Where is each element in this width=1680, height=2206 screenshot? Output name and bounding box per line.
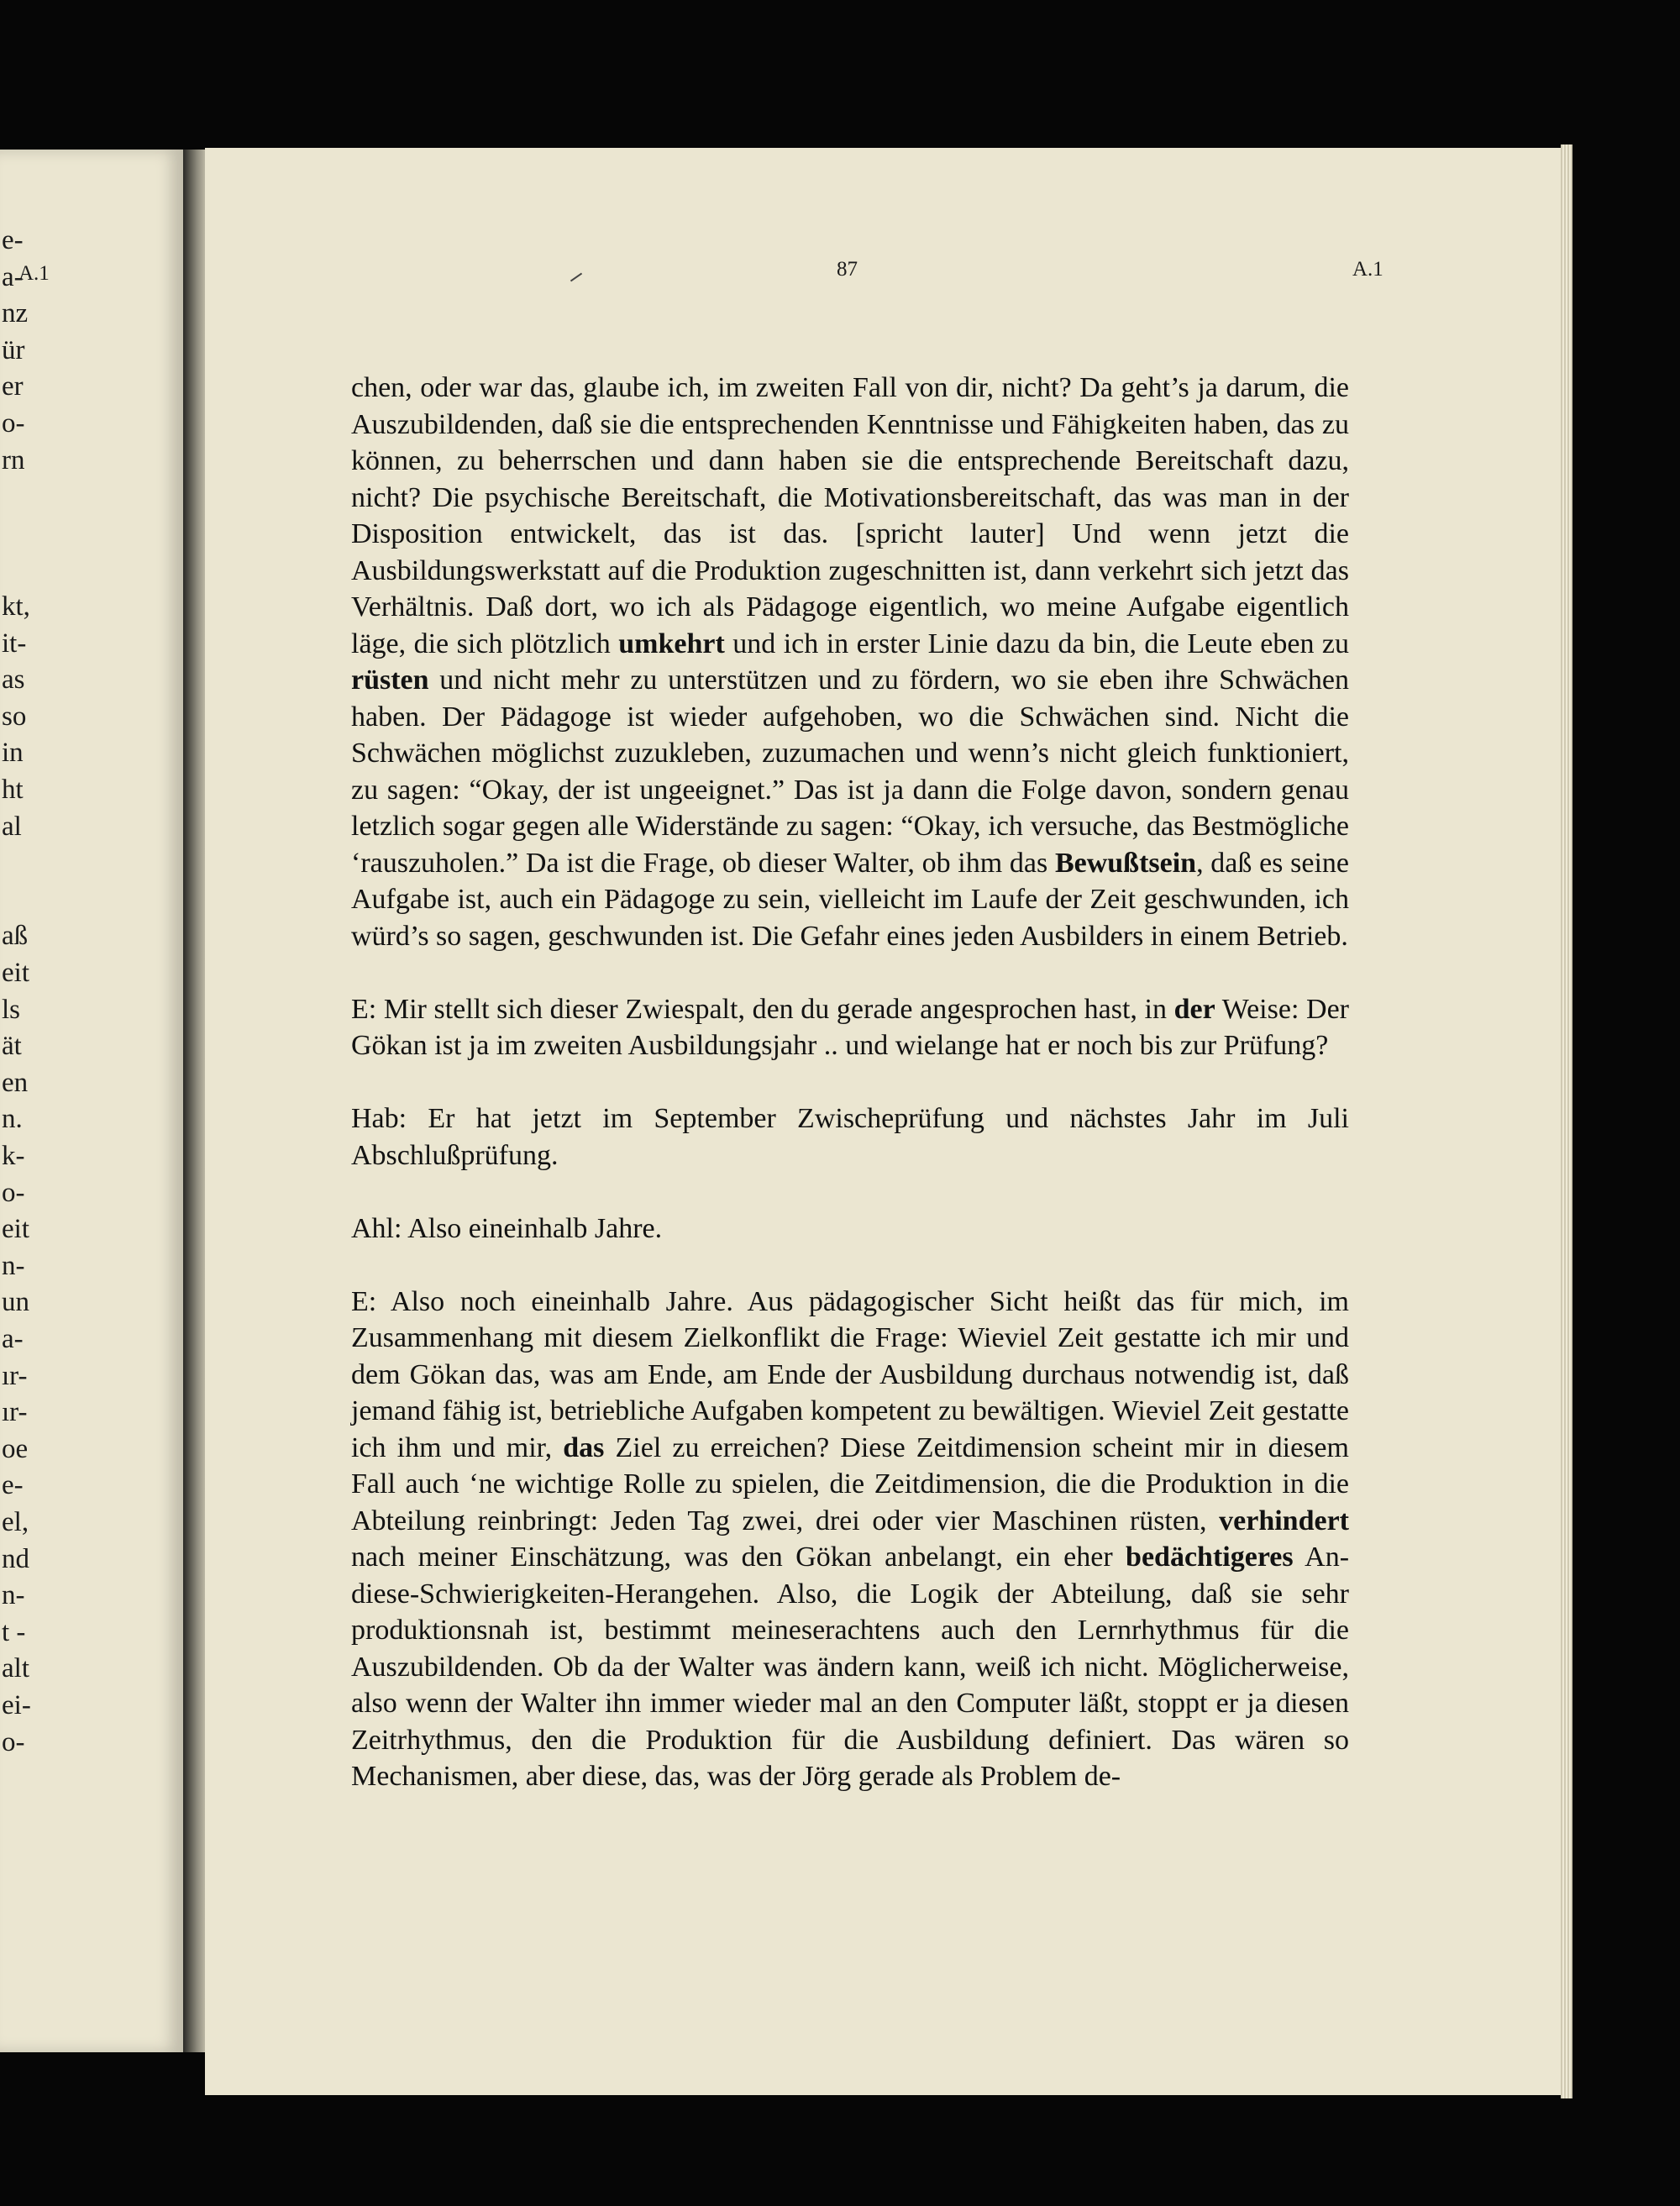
text-run: E: Also noch eineinhalb Jahre. Aus pädagogischer Sicht heißt das für mich, im Zusammenhang mit diesem Zielkonflikt die Frage: Wieviel Zeit gestatte ich mir und dem Gökan das, was am Ende, am Ende der Ausbildung durchaus notwendig ist, daß jemand fähig ist, betriebliche Aufgaben kompetent zu bewältigen. Wieviel Zeit gestatte ich ihm und mir, bbox=[351, 1285, 1349, 1463]
left-line-fragment: a- bbox=[2, 1324, 24, 1354]
emphasis-text: der bbox=[1173, 993, 1215, 1025]
left-line-fragment: o- bbox=[2, 1726, 25, 1757]
text-run: Hab: Er hat jetzt im September Zwischeprüfung und nächstes Jahr im Juli Abschlußprüfung. bbox=[351, 1103, 1349, 1171]
body-text bbox=[351, 370, 1349, 1795]
left-line-fragment: nd bbox=[2, 1543, 29, 1574]
paragraph bbox=[351, 1284, 1349, 1795]
left-line-fragment: eit bbox=[2, 958, 29, 988]
left-line-fragment: k- bbox=[2, 1141, 25, 1171]
left-line-fragment: alt bbox=[2, 1653, 29, 1684]
text-run: und nicht mehr zu unterstützen und zu fördern, wo sie eben ihre Schwächen haben. Der Pädagoge ist wieder aufgehoben, wo die Schwächen sind. Nicht die Schwächen möglichst zuzukleben, zuzumachen und wenn’s nicht gleich funktioniert, zu sagen: “Okay, der ist ungeeignet.” Das ist ja dann die Folge davon, sondern genau letzlich sogar gegen alle Widerstände zu sagen: “Okay, ich versuche, das Bestmögliche ‘rauszuholen.” Da ist die Frage, ob dieser Walter, ob ihm das bbox=[351, 664, 1349, 879]
left-line-fragment: as bbox=[2, 664, 25, 696]
paragraph bbox=[351, 991, 1349, 1064]
text-run: und ich in erster Linie dazu da bin, die Leute eben zu bbox=[724, 628, 1349, 659]
text-run: chen, oder war das, glaube ich, im zweiten Fall von dir, nicht? Da geht’s ja darum, die Auszubildenden, daß sie die entsprechenden Kenntnisse und Fähigkeiten haben, das zu können, zu beherrschen und dann haben sie die entsprechende Bereitschaft dazu, nicht? Die psychische Bereitschaft, die Motivationsbereitschaft, das was man in der Disposition entwickelt, das ist das. [spricht lauter] Und wenn jetzt die Ausbildungswerkstatt auf die Produktion zugeschnitten ist, dann verkehrt sich jetzt das Verhältnis. Daß dort, wo ich als Pädagoge eigentlich, wo meine Aufgabe eigentlich läge, die sich plötzlich bbox=[351, 372, 1349, 659]
left-line-fragment: n- bbox=[2, 1250, 25, 1281]
emphasis-text: rüsten bbox=[351, 664, 429, 696]
left-line-fragment: o- bbox=[2, 408, 25, 439]
left-line-fragment: n- bbox=[2, 1580, 25, 1611]
left-line-fragment: ht bbox=[2, 775, 24, 805]
text-run: Ahl: Also eineinhalb Jahre. bbox=[351, 1212, 663, 1244]
right-page bbox=[205, 148, 1561, 2095]
text-run: nach meiner Einschätzung, was den Gökan anbelangt, ein eher bbox=[351, 1542, 1126, 1573]
left-page bbox=[0, 150, 183, 2052]
left-line-fragment: o- bbox=[2, 1177, 25, 1208]
page-stack-edge bbox=[1561, 144, 1572, 2098]
left-line-fragment: it- bbox=[2, 628, 27, 659]
left-line-fragment: t - bbox=[2, 1616, 26, 1647]
text-run: E: Mir stellt sich dieser Zwiespalt, den du gerade angesprochen hast, in bbox=[351, 993, 1174, 1025]
left-line-fragment: so bbox=[2, 701, 27, 732]
left-line-fragment: a- bbox=[2, 261, 24, 292]
text-run: Weise: Der Gökan ist ja im zweiten Ausbildungsjahr .. und wielange hat er noch bis zur Prüfung? bbox=[351, 993, 1349, 1061]
left-line-fragment: en bbox=[2, 1067, 29, 1098]
left-line-fragment: rn bbox=[2, 444, 25, 475]
left-line-fragment: nz bbox=[2, 298, 29, 329]
left-line-fragment: e- bbox=[2, 225, 24, 255]
paragraph bbox=[351, 1211, 1349, 1247]
left-line-fragment: ür bbox=[2, 334, 25, 365]
left-line-fragment: ät bbox=[2, 1031, 22, 1062]
left-line-fragment: ls bbox=[2, 994, 21, 1025]
pencil-mark bbox=[570, 273, 582, 282]
text-run: Ziel zu erreichen? Diese Zeitdimension scheint mir in diesem Fall auch ‘ne wichtige Rolle zu spielen, die Zeitdimension, die die Produktion in die Abteilung reinbringt: Jeden Tag zwei, drei oder vier Maschinen rüsten, bbox=[351, 1431, 1349, 1536]
left-line-fragment: e- bbox=[2, 1470, 24, 1501]
left-line-fragment: oe bbox=[2, 1433, 29, 1464]
left-line-fragment: ır- bbox=[2, 1360, 28, 1391]
right-page-header: A.1 bbox=[1352, 258, 1383, 281]
left-line-fragment: al bbox=[2, 811, 22, 842]
left-line-fragment: ır- bbox=[2, 1397, 28, 1428]
left-line-fragment: n. bbox=[2, 1104, 23, 1135]
text-run: An-diese-Schwierigkeiten-Herangehen. Also, die Logik der Abteilung, daß sie sehr produktionsnah ist, bestimmt meineserachtens auch den Lernrhythmus für die Auszubildenden. Ob da der Walter was ändern kann, weiß ich nicht. Möglicherweise, also wenn der Walter ihn immer wieder mal an den Computer läßt, stoppt er ja diesen Zeitrhythmus, den die Produktion für die Ausbildung definiert. Das wären so Mechanismen, aber diese, das, was der Jörg gerade als Problem de- bbox=[351, 1542, 1350, 1792]
emphasis-text: Bewußtsein bbox=[1054, 847, 1197, 879]
left-line-fragment: el, bbox=[2, 1507, 29, 1537]
left-line-fragment: un bbox=[2, 1287, 29, 1318]
emphasis-text: umkehrt bbox=[618, 628, 725, 659]
emphasis-text: das bbox=[563, 1431, 605, 1463]
left-page-header: A.1 bbox=[18, 262, 50, 285]
left-line-fragment: kt, bbox=[2, 591, 30, 622]
paragraph bbox=[351, 1100, 1349, 1174]
page-number: 87 bbox=[837, 258, 858, 281]
left-line-fragment: eit bbox=[2, 1214, 29, 1245]
paragraph bbox=[351, 370, 1349, 954]
emphasis-text: bedächtigeres bbox=[1126, 1542, 1294, 1573]
emphasis-text: verhindert bbox=[1219, 1505, 1349, 1536]
left-line-fragment: aß bbox=[2, 921, 29, 952]
text-run: , daß es seine Aufgabe ist, auch ein Pädagoge zu sein, vielleicht im Laufe der Zeit geschwunden, ich würd’s so sagen, geschwunden ist. Die Gefahr eines jeden Ausbilders in einem Betrieb. bbox=[351, 847, 1349, 952]
left-line-fragment: ei- bbox=[2, 1690, 31, 1720]
left-line-fragment: er bbox=[2, 371, 24, 402]
left-line-fragment: in bbox=[2, 738, 24, 769]
